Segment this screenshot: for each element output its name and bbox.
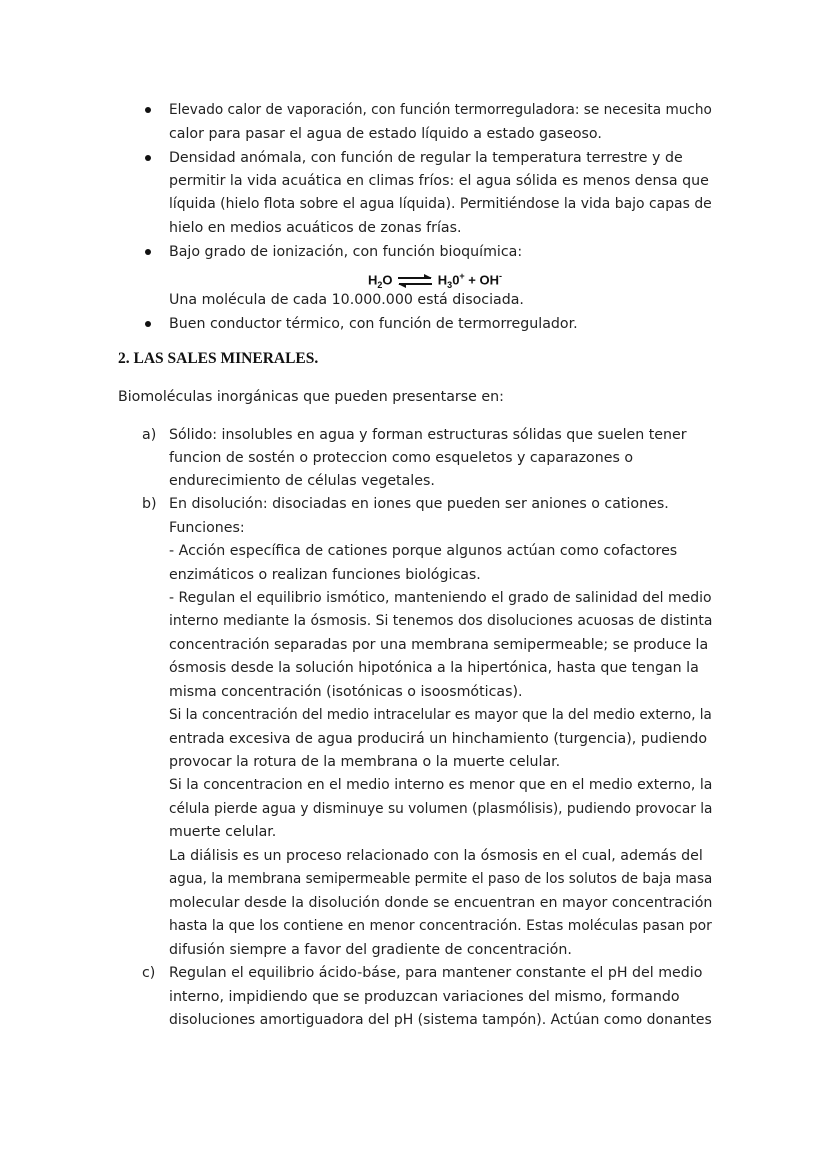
list-marker-c: c): [142, 965, 156, 981]
list-b-line-19: hasta la que los contiene en menor concentración. Estas moléculas pasan por: [169, 918, 712, 934]
bullet-2-line-1: Densidad anómala, con función de regular la temperatura terrestre y de: [169, 150, 683, 166]
equation-product-1-sub: 3: [447, 279, 453, 290]
bullet-2-line-4: hielo en medios acuáticos de zonas frías.: [169, 220, 462, 236]
ionization-equation: [368, 266, 503, 290]
bullet-4-line-1: Buen conductor térmico, con función de termorregulador.: [169, 316, 578, 332]
list-marker-a: a): [142, 427, 157, 443]
list-b-line-18: molecular desde la disolución donde se encuentran en mayor concentración: [169, 895, 713, 911]
bullet-3-line-2: Una molécula de cada 10.000.000 está disociada.: [169, 292, 524, 308]
list-a-line-1: Sólido: insolubles en agua y forman estructuras sólidas que suelen tener: [169, 427, 687, 443]
bullet-dot: [145, 249, 151, 255]
list-b-line-12: provocar la rotura de la membrana o la muerte celular.: [169, 754, 561, 770]
list-b-line-15: muerte celular.: [169, 824, 277, 840]
equation-product-2: + OH: [464, 272, 500, 288]
list-b-line-8: ósmosis desde la solución hipotónica a la hipertónica, hasta que tengan la: [169, 660, 699, 676]
equation-product-2-charge: -: [499, 271, 503, 281]
intro-paragraph: Biomoléculas inorgánicas que pueden presentarse en:: [118, 389, 504, 405]
equation-reactant: H: [368, 272, 378, 288]
equation-reactant-tail: O: [382, 272, 393, 288]
list-b-line-9: misma concentración (isotónicas o isoosmóticas).: [169, 684, 523, 700]
list-b-line-17: agua, la membrana semipermeable permite el paso de los solutos de baja masa: [169, 871, 713, 887]
equation-product-1-charge: +: [459, 271, 465, 281]
bullet-2-line-2: permitir la vida acuática en climas fríos: el agua sólida es menos densa que: [169, 173, 709, 189]
list-b-line-5: - Regulan el equilibrio ismótico, manteniendo el grado de salinidad del medio: [169, 590, 712, 606]
list-a-line-2: funcion de sostén o proteccion como esqueletos y caparazones o: [169, 450, 634, 466]
list-marker-b: b): [142, 496, 157, 512]
list-b-line-10: Si la concentración del medio intracelular es mayor que la del medio externo, la: [169, 707, 712, 723]
list-a-line-3: endurecimiento de células vegetales.: [169, 473, 435, 489]
list-b-line-4: enzimáticos o realizan funciones biológicas.: [169, 567, 481, 583]
bullet-2-line-3: líquida (hielo flota sobre el agua líquida). Permitiéndose la vida bajo capas de: [169, 196, 712, 212]
list-b-line-7: concentración separadas por una membrana semipermeable; se produce la: [169, 637, 709, 653]
bullet-dot: [145, 155, 151, 161]
list-c-line-1: Regulan el equilibrio ácido-báse, para mantener constante el pH del medio: [169, 965, 703, 981]
list-b-line-11: entrada excesiva de agua producirá un hinchamiento (turgencia), pudiendo: [169, 731, 708, 747]
equation-product-1: H: [437, 272, 448, 288]
list-b-line-14: célula pierde agua y disminuye su volumen (plasmólisis), pudiendo provocar la: [169, 801, 713, 817]
bullet-1-line-1: Elevado calor de vaporación, con función termorreguladora: se necesita mucho: [169, 102, 712, 118]
bullet-dot: [145, 321, 151, 327]
list-b-line-3: - Acción específica de cationes porque algunos actúan como cofactores: [169, 543, 678, 559]
bullet-1-line-2: calor para pasar el agua de estado líquido a estado gaseoso.: [169, 126, 602, 142]
list-b-line-1: En disolución: disociadas en iones que pueden ser aniones o cationes.: [169, 496, 669, 512]
bullet-dot: [145, 107, 151, 113]
list-b-line-20: difusión siempre a favor del gradiente de concentración.: [169, 942, 572, 958]
bullet-3-line-1: Bajo grado de ionización, con función bioquímica:: [169, 244, 523, 260]
list-b-line-6: interno mediante la ósmosis. Si tenemos dos disoluciones acuosas de distinta: [169, 613, 713, 629]
section-heading: 2. LAS SALES MINERALES.: [118, 350, 319, 367]
list-b-line-16: La diálisis es un proceso relacionado con la ósmosis en el cual, además del: [169, 848, 703, 864]
list-c-line-2: interno, impidiendo que se produzcan variaciones del mismo, formando: [169, 989, 680, 1005]
list-c-line-3: disoluciones amortiguadora del pH (sistema tampón). Actúan como donantes: [169, 1012, 712, 1028]
equation-product-1-mid: 0: [452, 272, 460, 288]
equation-reactant-sub: 2: [377, 279, 383, 290]
list-b-line-13: Si la concentracion en el medio interno es menor que en el medio externo, la: [169, 777, 713, 793]
equilibrium-arrows-icon: [397, 274, 433, 288]
list-b-line-2: Funciones:: [169, 520, 245, 536]
